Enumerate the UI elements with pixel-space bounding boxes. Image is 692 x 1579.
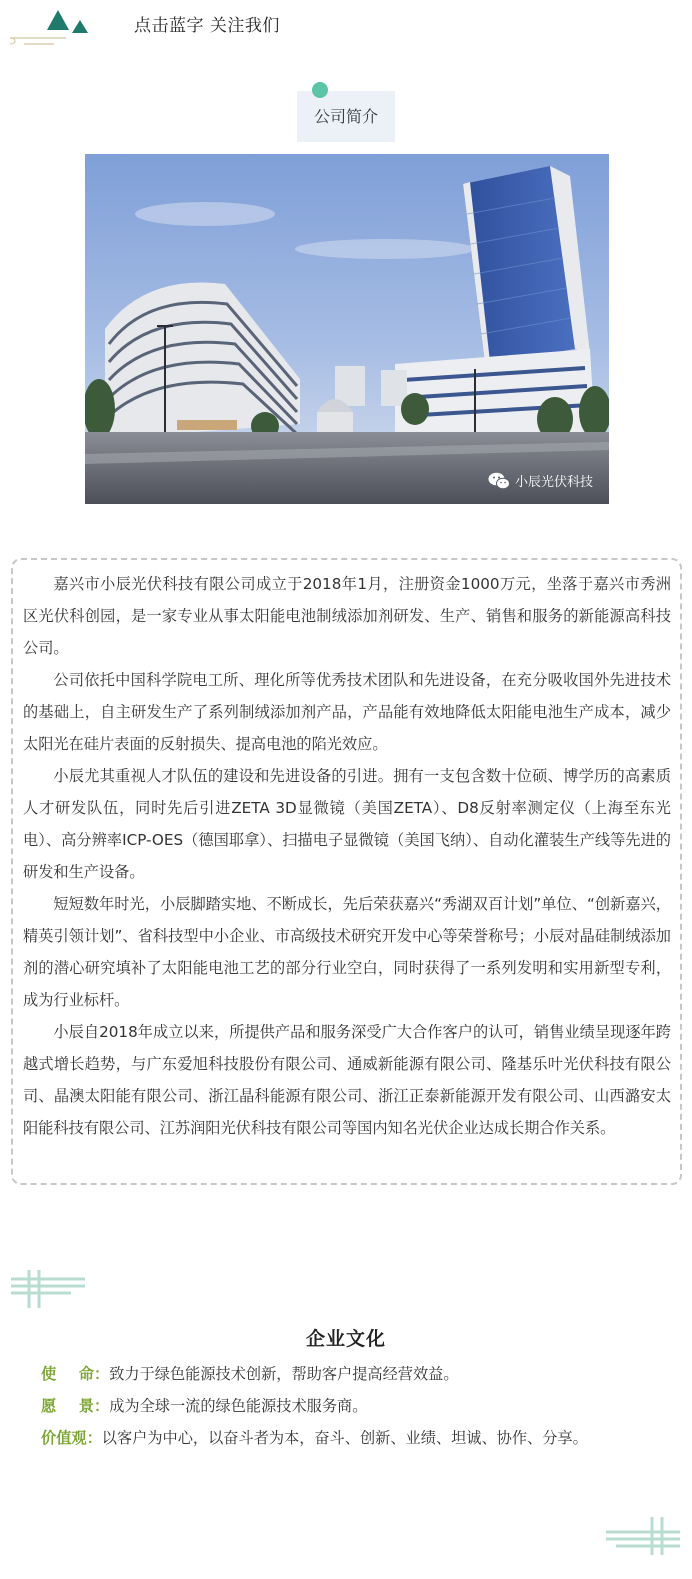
intro-text-body	[23, 568, 671, 1144]
green-dot-icon	[312, 82, 328, 98]
intro-paragraph-3: 小辰尤其重视人才队伍的建设和先进设备的引进。拥有一支包含数十位硕、博学历的高素质人才研发队伍，同时先后引进ZETA 3D显微镜（美国ZETA）、D8反射率测定仪（上海至东光电）、高分辨率ICP-OES（德国耶拿）、扫描电子显微镜（美国飞纳）、自动化灌装生产线等先进的研发和生产设备。	[23, 767, 671, 881]
culture-item-mission	[41, 1358, 656, 1390]
company-building-photo	[85, 154, 609, 504]
header	[0, 0, 692, 60]
mountain-logo-icon	[10, 8, 92, 53]
culture-key-vision: 愿 景	[41, 1397, 94, 1415]
culture-title: 企业文化	[305, 1328, 386, 1350]
culture-item-vision	[41, 1390, 656, 1422]
culture-value-values: 以客户为中心，以奋斗者为本，奋斗、创新、业绩、坦诚、协作、分享。	[101, 1429, 588, 1447]
intro-paragraph-1: 嘉兴市小辰光伏科技有限公司成立于2018年1月，注册资金1000万元，坐落于嘉兴市秀洲区光伏科创园，是一家专业从事太阳能电池制绒添加剂研发、生产、销售和服务的新能源高科技公司。	[23, 575, 671, 657]
culture-list	[41, 1358, 656, 1454]
hash-decoration-icon	[606, 1515, 680, 1555]
section-label	[297, 82, 395, 142]
intro-paragraph-2: 公司依托中国科学院电工所、理化所等优秀技术团队和先进设备，在充分吸收国外先进技术的基础上，自主研发生产了系列制绒添加剂产品，产品能有效地降低太阳能电池生产成本，减少太阳光在硅片表面的反射损失、提高电池的陷光效应。	[23, 671, 671, 753]
follow-us-text[interactable]: 点击蓝字 关注我们	[134, 16, 280, 36]
culture-value-mission: 致力于绿色能源技术创新，帮助客户提高经营效益。	[109, 1365, 459, 1383]
culture-sep: ：	[94, 1365, 110, 1383]
culture-value-vision: 成为全球一流的绿色能源技术服务商。	[109, 1397, 368, 1415]
hash-decoration-icon	[11, 1270, 85, 1310]
intro-paragraph-5: 小辰自2018年成立以来，所提供产品和服务深受广大合作客户的认可，销售业绩呈现逐年跨越式增长趋势，与广东爱旭科技股份有限公司、通威新能源有限公司、隆基乐叶光伏科技有限公司、晶澳太阳能有限公司、浙江晶科能源有限公司、浙江正泰新能源开发有限公司、山西潞安太阳能科技有限公司、江苏润阳光伏科技有限公司等国内知名光伏企业达成长期合作关系。	[23, 1023, 671, 1137]
culture-sep: ：	[94, 1397, 110, 1415]
culture-item-values	[41, 1422, 656, 1454]
culture-key-mission: 使 命	[41, 1365, 94, 1383]
section-label-text: 公司简介	[313, 107, 378, 126]
culture-key-values: 价值观	[41, 1429, 87, 1447]
company-intro-box	[11, 558, 682, 1185]
wechat-icon	[488, 472, 510, 490]
building-illustration	[85, 154, 609, 504]
culture-sep: ：	[86, 1429, 102, 1447]
watermark	[488, 471, 593, 490]
watermark-text: 小辰光伏科技	[514, 475, 593, 490]
intro-paragraph-4: 短短数年时光，小辰脚踏实地、不断成长，先后荣获嘉兴“秀湖双百计划”单位、“创新嘉兴，精英引领计划”、省科技型中小企业、市高级技术研究开发中心等荣誉称号；小辰对晶硅制绒添加剂的潜心研究填补了太阳能电池工艺的部分行业空白，同时获得了一系列发明和实用新型专利，成为行业标杆。	[23, 895, 671, 1009]
